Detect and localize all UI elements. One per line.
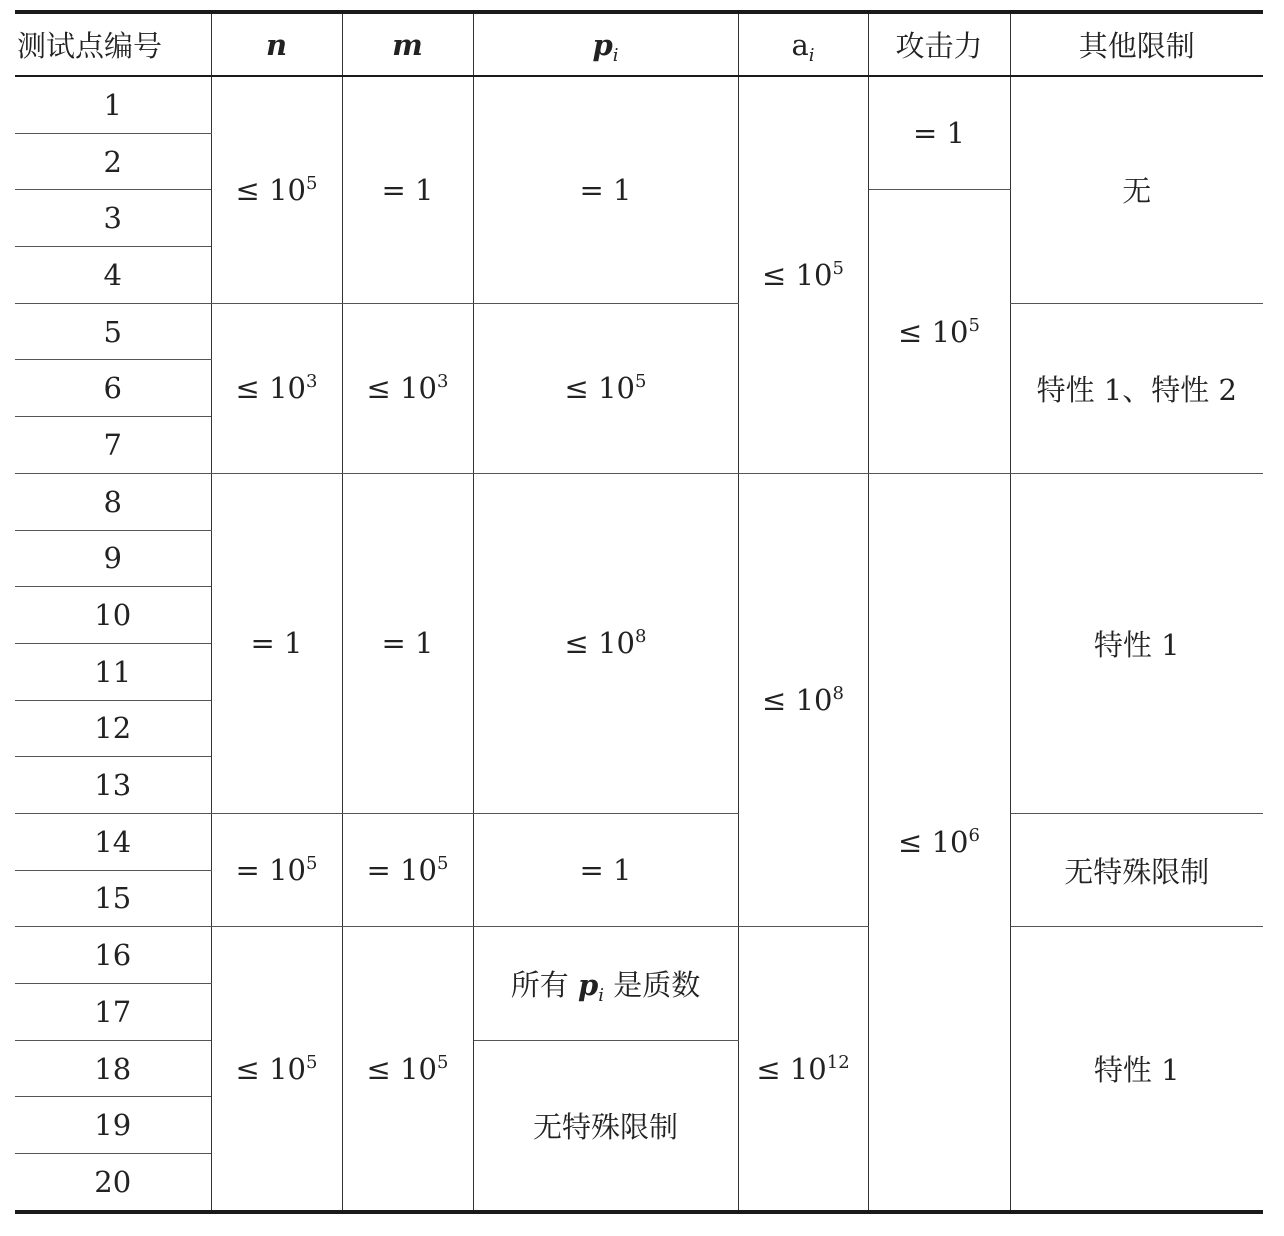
variable: p <box>592 27 613 62</box>
base-value: 10 <box>400 371 437 406</box>
test-id-cell: 1 <box>15 76 211 133</box>
operator: = <box>579 172 614 207</box>
header-m <box>342 12 473 76</box>
other-limits-cell <box>1010 813 1263 926</box>
base-value: 10 <box>269 172 306 207</box>
exponent: 5 <box>305 1051 318 1073</box>
cell-prefix: 所有 <box>510 968 578 1002</box>
base-value: 1 <box>415 172 434 207</box>
test-id-cell: 19 <box>15 1097 211 1154</box>
other-limits-cell <box>1010 76 1263 303</box>
operator: ≤ <box>235 371 270 406</box>
a-i-cell <box>738 76 868 473</box>
operator: = <box>913 116 947 151</box>
exponent: 5 <box>305 172 318 194</box>
base-value: 10 <box>400 1051 437 1086</box>
base-value: 10 <box>795 257 833 292</box>
header-a-i <box>738 12 868 76</box>
table-body <box>15 76 1263 1212</box>
base-value: 10 <box>269 371 306 406</box>
table-header <box>15 12 1263 76</box>
table-row <box>15 813 1263 870</box>
test-id-cell: 17 <box>15 984 211 1041</box>
operator: ≤ <box>564 626 599 661</box>
exponent: 5 <box>968 314 980 336</box>
table-row <box>15 303 1263 360</box>
test-id-cell: 2 <box>15 133 211 190</box>
table-row <box>15 76 1263 133</box>
attack-cell <box>868 76 1010 190</box>
operator: ≤ <box>366 1051 401 1086</box>
test-id-cell: 15 <box>15 870 211 927</box>
cell-text: 特性 1 <box>1093 627 1180 662</box>
constraints-table <box>15 10 1263 1214</box>
exponent: 6 <box>968 824 980 846</box>
base-value: 10 <box>269 1051 306 1086</box>
test-id-cell: 13 <box>15 757 211 814</box>
exponent: 5 <box>305 853 318 875</box>
base-value: 10 <box>269 853 306 888</box>
other-limits-cell <box>1010 303 1263 473</box>
m-cell <box>342 813 473 926</box>
operator: = <box>381 172 416 207</box>
attack-cell <box>868 473 1010 1211</box>
table-row <box>15 473 1263 530</box>
subscript: i <box>612 44 619 66</box>
m-cell <box>342 303 473 473</box>
test-id-cell: 16 <box>15 927 211 984</box>
base-value: 10 <box>400 853 437 888</box>
base-value: 1 <box>613 853 632 888</box>
a-i-cell <box>738 473 868 927</box>
n-cell <box>211 927 342 1212</box>
test-id-cell: 4 <box>15 247 211 304</box>
cell-text: 其他限制 <box>1078 29 1195 63</box>
variable: p <box>577 968 599 1002</box>
cell-text: 测试点编号 <box>17 29 163 63</box>
p-i-cell <box>473 76 738 303</box>
exponent: 8 <box>634 626 647 648</box>
test-id-cell: 5 <box>15 303 211 360</box>
base-value: 1 <box>415 626 434 661</box>
base-value: 1 <box>946 116 965 151</box>
test-id-cell: 12 <box>15 700 211 757</box>
test-id-cell: 14 <box>15 813 211 870</box>
base-value: 10 <box>931 824 969 859</box>
p-i-cell <box>473 473 738 813</box>
a-i-cell <box>738 927 868 1212</box>
n-cell <box>211 303 342 473</box>
other-limits-cell <box>1010 927 1263 1212</box>
exponent: 12 <box>826 1051 850 1073</box>
cell-text: 特性 1 <box>1093 1053 1180 1088</box>
exponent: 5 <box>832 257 844 279</box>
operator: ≤ <box>898 824 932 859</box>
cell-suffix: 是质数 <box>604 968 701 1002</box>
operator: ≤ <box>366 371 401 406</box>
base-value: 10 <box>598 626 635 661</box>
exponent: 8 <box>832 683 844 705</box>
test-id-cell: 3 <box>15 190 211 247</box>
variable: m <box>392 27 423 62</box>
test-id-cell: 11 <box>15 643 211 700</box>
cell-text: 攻击力 <box>895 29 983 63</box>
test-id-cell: 7 <box>15 417 211 474</box>
test-id-cell: 20 <box>15 1154 211 1212</box>
header-other-limits <box>1010 12 1263 76</box>
test-id-cell: 10 <box>15 587 211 644</box>
p-i-cell <box>473 927 738 1040</box>
operator: = <box>579 853 614 888</box>
p-i-cell <box>473 303 738 473</box>
p-i-cell <box>473 1040 738 1212</box>
operator: = <box>235 853 270 888</box>
header-n <box>211 12 342 76</box>
base-value: 1 <box>613 172 632 207</box>
exponent: 5 <box>436 853 449 875</box>
operator: ≤ <box>235 1051 270 1086</box>
exponent: 3 <box>305 371 318 393</box>
base-value: 10 <box>931 314 969 349</box>
operator: ≤ <box>235 172 270 207</box>
cell-text: 无 <box>1122 174 1152 209</box>
subscript: i <box>598 985 605 1006</box>
n-cell <box>211 813 342 926</box>
m-cell <box>342 927 473 1212</box>
cell-text: 无特殊限制 <box>532 1109 678 1144</box>
header-test-id <box>15 12 211 76</box>
operator: = <box>250 626 285 661</box>
operator: ≤ <box>898 314 932 349</box>
variable: n <box>265 27 288 62</box>
base-value: 10 <box>789 1051 827 1086</box>
exponent: 3 <box>436 371 449 393</box>
table-row <box>15 927 1263 984</box>
exponent: 5 <box>436 1051 449 1073</box>
test-id-cell: 9 <box>15 530 211 587</box>
base-value: 10 <box>598 371 635 406</box>
test-id-cell: 18 <box>15 1040 211 1097</box>
variable: a <box>791 27 809 62</box>
m-cell <box>342 473 473 813</box>
header-p-i <box>473 12 738 76</box>
exponent: 5 <box>634 371 647 393</box>
test-id-cell: 6 <box>15 360 211 417</box>
cell-text: 特性 1、特性 2 <box>1036 372 1237 407</box>
operator: = <box>381 626 416 661</box>
operator: ≤ <box>762 257 796 292</box>
p-i-cell <box>473 813 738 926</box>
subscript: i <box>808 44 815 66</box>
operator: ≤ <box>564 371 599 406</box>
header-row <box>15 12 1263 76</box>
attack-cell <box>868 190 1010 473</box>
operator: = <box>366 853 401 888</box>
n-cell <box>211 76 342 303</box>
m-cell <box>342 76 473 303</box>
base-value: 10 <box>795 683 833 718</box>
test-id-cell: 8 <box>15 473 211 530</box>
base-value: 1 <box>284 626 303 661</box>
n-cell <box>211 473 342 813</box>
other-limits-cell <box>1010 473 1263 813</box>
cell-text: 无特殊限制 <box>1064 854 1210 889</box>
operator: ≤ <box>756 1051 790 1086</box>
header-attack <box>868 12 1010 76</box>
operator: ≤ <box>762 683 796 718</box>
